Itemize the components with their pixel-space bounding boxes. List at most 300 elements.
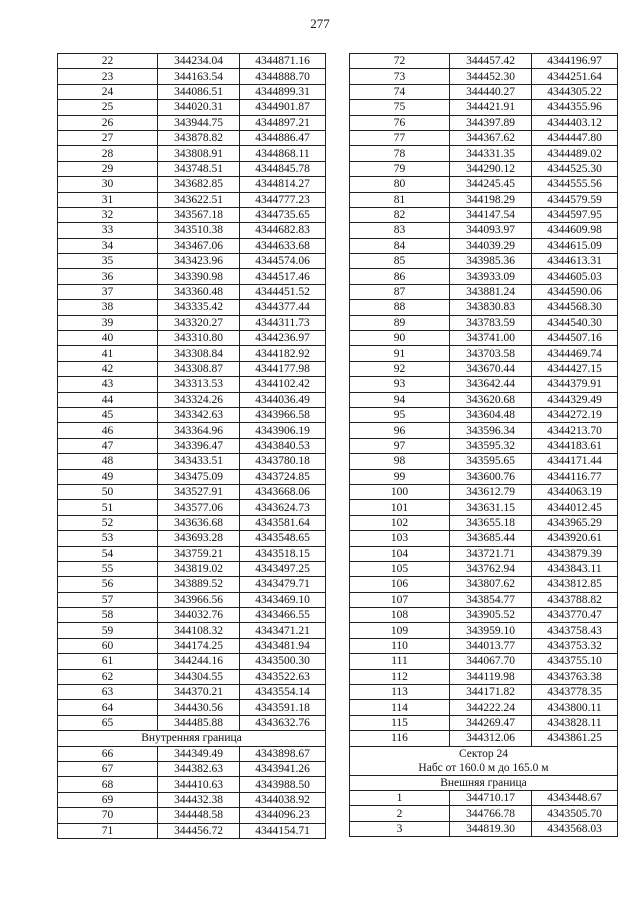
table-row bbox=[58, 223, 326, 238]
point-number-cell: 33 bbox=[58, 223, 158, 238]
table-row bbox=[58, 608, 326, 623]
y-coordinate-cell: 4343780.18 bbox=[240, 454, 326, 469]
y-coordinate-cell: 4343466.55 bbox=[240, 608, 326, 623]
point-number-cell: 93 bbox=[350, 377, 450, 392]
point-number-cell: 82 bbox=[350, 207, 450, 222]
point-number-cell: 49 bbox=[58, 469, 158, 484]
table-row bbox=[58, 761, 326, 776]
y-coordinate-cell: 4343861.25 bbox=[532, 731, 618, 746]
x-coordinate-cell: 344432.38 bbox=[158, 792, 240, 807]
x-coordinate-cell: 343830.83 bbox=[450, 300, 532, 315]
point-number-cell: 22 bbox=[58, 54, 158, 69]
point-number-cell: 61 bbox=[58, 654, 158, 669]
y-coordinate-cell: 4344590.06 bbox=[532, 284, 618, 299]
y-coordinate-cell: 4344451.52 bbox=[240, 284, 326, 299]
point-number-cell: 100 bbox=[350, 484, 450, 499]
y-coordinate-cell: 4344735.65 bbox=[240, 207, 326, 222]
y-coordinate-cell: 4344012.45 bbox=[532, 500, 618, 515]
x-coordinate-cell: 343721.71 bbox=[450, 546, 532, 561]
point-number-cell: 83 bbox=[350, 223, 450, 238]
point-number-cell: 32 bbox=[58, 207, 158, 222]
y-coordinate-cell: 4344868.11 bbox=[240, 146, 326, 161]
table-row bbox=[58, 100, 326, 115]
x-coordinate-cell: 344198.29 bbox=[450, 192, 532, 207]
y-coordinate-cell: 4344633.68 bbox=[240, 238, 326, 253]
x-coordinate-cell: 344020.31 bbox=[158, 100, 240, 115]
y-coordinate-cell: 4344517.46 bbox=[240, 269, 326, 284]
table-row bbox=[58, 346, 326, 361]
y-coordinate-cell: 4343724.85 bbox=[240, 469, 326, 484]
y-coordinate-cell: 4344886.47 bbox=[240, 130, 326, 145]
x-coordinate-cell: 343854.77 bbox=[450, 592, 532, 607]
table-row bbox=[350, 407, 618, 422]
table-row bbox=[58, 438, 326, 453]
table-row bbox=[350, 821, 618, 836]
point-number-cell: 26 bbox=[58, 115, 158, 130]
table-row bbox=[58, 808, 326, 823]
table-row bbox=[350, 331, 618, 346]
table-row bbox=[58, 484, 326, 499]
x-coordinate-cell: 344163.54 bbox=[158, 69, 240, 84]
point-number-cell: 81 bbox=[350, 192, 450, 207]
y-coordinate-cell: 4344897.21 bbox=[240, 115, 326, 130]
point-number-cell: 25 bbox=[58, 100, 158, 115]
point-number-cell: 91 bbox=[350, 346, 450, 361]
point-number-cell: 84 bbox=[350, 238, 450, 253]
x-coordinate-cell: 343308.87 bbox=[158, 361, 240, 376]
point-number-cell: 60 bbox=[58, 638, 158, 653]
x-coordinate-cell: 343360.48 bbox=[158, 284, 240, 299]
x-coordinate-cell: 343620.68 bbox=[450, 392, 532, 407]
point-number-cell: 68 bbox=[58, 777, 158, 792]
point-number-cell: 104 bbox=[350, 546, 450, 561]
point-number-cell: 24 bbox=[58, 84, 158, 99]
y-coordinate-cell: 4343941.26 bbox=[240, 761, 326, 776]
x-coordinate-cell: 343807.62 bbox=[450, 577, 532, 592]
table-row bbox=[350, 115, 618, 130]
y-coordinate-cell: 4344489.02 bbox=[532, 146, 618, 161]
point-number-cell: 64 bbox=[58, 700, 158, 715]
x-coordinate-cell: 343335.42 bbox=[158, 300, 240, 315]
x-coordinate-cell: 344244.16 bbox=[158, 654, 240, 669]
table-row bbox=[350, 254, 618, 269]
y-coordinate-cell: 4344177.98 bbox=[240, 361, 326, 376]
x-coordinate-cell: 343622.51 bbox=[158, 192, 240, 207]
x-coordinate-cell: 343878.82 bbox=[158, 130, 240, 145]
x-coordinate-cell: 343642.44 bbox=[450, 377, 532, 392]
table-row bbox=[58, 700, 326, 715]
point-number-cell: 74 bbox=[350, 84, 450, 99]
point-number-cell: 36 bbox=[58, 269, 158, 284]
x-coordinate-cell: 344086.51 bbox=[158, 84, 240, 99]
y-coordinate-cell: 4344525.30 bbox=[532, 161, 618, 176]
point-number-cell: 79 bbox=[350, 161, 450, 176]
point-number-cell: 54 bbox=[58, 546, 158, 561]
point-number-cell: 103 bbox=[350, 531, 450, 546]
y-coordinate-cell: 4343843.11 bbox=[532, 561, 618, 576]
table-row bbox=[350, 423, 618, 438]
x-coordinate-cell: 343320.27 bbox=[158, 315, 240, 330]
x-coordinate-cell: 344382.63 bbox=[158, 761, 240, 776]
table-row bbox=[350, 207, 618, 222]
point-number-cell: 80 bbox=[350, 177, 450, 192]
table-row bbox=[350, 238, 618, 253]
x-coordinate-cell: 344397.89 bbox=[450, 115, 532, 130]
point-number-cell: 52 bbox=[58, 515, 158, 530]
x-coordinate-cell: 344452.30 bbox=[450, 69, 532, 84]
point-number-cell: 78 bbox=[350, 146, 450, 161]
x-coordinate-cell: 343670.44 bbox=[450, 361, 532, 376]
point-number-cell: 102 bbox=[350, 515, 450, 530]
table-row bbox=[350, 438, 618, 453]
point-number-cell: 65 bbox=[58, 715, 158, 730]
point-number-cell: 56 bbox=[58, 577, 158, 592]
point-number-cell: 67 bbox=[58, 761, 158, 776]
table-row bbox=[58, 284, 326, 299]
x-coordinate-cell: 344440.27 bbox=[450, 84, 532, 99]
y-coordinate-cell: 4343778.35 bbox=[532, 685, 618, 700]
y-coordinate-cell: 4343770.47 bbox=[532, 608, 618, 623]
point-number-cell: 116 bbox=[350, 731, 450, 746]
y-coordinate-cell: 4344888.70 bbox=[240, 69, 326, 84]
point-number-cell: 96 bbox=[350, 423, 450, 438]
table-row bbox=[58, 638, 326, 653]
y-coordinate-cell: 4344236.97 bbox=[240, 331, 326, 346]
x-coordinate-cell: 344331.35 bbox=[450, 146, 532, 161]
y-coordinate-cell: 4343591.18 bbox=[240, 700, 326, 715]
y-coordinate-cell: 4343568.03 bbox=[532, 821, 618, 836]
x-coordinate-cell: 343596.34 bbox=[450, 423, 532, 438]
y-coordinate-cell: 4344427.15 bbox=[532, 361, 618, 376]
y-coordinate-cell: 4343965.29 bbox=[532, 515, 618, 530]
point-number-cell: 2 bbox=[350, 806, 450, 821]
table-row bbox=[350, 192, 618, 207]
point-number-cell: 42 bbox=[58, 361, 158, 376]
point-number-cell: 101 bbox=[350, 500, 450, 515]
x-coordinate-cell: 343966.56 bbox=[158, 592, 240, 607]
x-coordinate-cell: 343577.06 bbox=[158, 500, 240, 515]
point-number-cell: 99 bbox=[350, 469, 450, 484]
x-coordinate-cell: 343881.24 bbox=[450, 284, 532, 299]
y-coordinate-cell: 4344899.31 bbox=[240, 84, 326, 99]
x-coordinate-cell: 343959.10 bbox=[450, 623, 532, 638]
point-number-cell: 110 bbox=[350, 638, 450, 653]
table-row bbox=[350, 806, 618, 821]
table-row bbox=[58, 623, 326, 638]
table-row bbox=[350, 177, 618, 192]
point-number-cell: 73 bbox=[350, 69, 450, 84]
x-coordinate-cell: 344456.72 bbox=[158, 823, 240, 838]
y-coordinate-cell: 4344613.31 bbox=[532, 254, 618, 269]
y-coordinate-cell: 4343800.11 bbox=[532, 700, 618, 715]
point-number-cell: 27 bbox=[58, 130, 158, 145]
point-number-cell: 89 bbox=[350, 315, 450, 330]
point-number-cell: 35 bbox=[58, 254, 158, 269]
table-row bbox=[350, 638, 618, 653]
x-coordinate-cell: 343364.96 bbox=[158, 423, 240, 438]
point-number-cell: 108 bbox=[350, 608, 450, 623]
table-row bbox=[58, 669, 326, 684]
table-row bbox=[350, 392, 618, 407]
x-coordinate-cell: 343423.96 bbox=[158, 254, 240, 269]
point-number-cell: 48 bbox=[58, 454, 158, 469]
table-row bbox=[58, 777, 326, 792]
x-coordinate-cell: 343310.80 bbox=[158, 331, 240, 346]
y-coordinate-cell: 4344403.12 bbox=[532, 115, 618, 130]
x-coordinate-cell: 344174.25 bbox=[158, 638, 240, 653]
table-row bbox=[350, 300, 618, 315]
table-row bbox=[58, 592, 326, 607]
table-row bbox=[58, 54, 326, 69]
table-row bbox=[58, 407, 326, 422]
y-coordinate-cell: 4344355.96 bbox=[532, 100, 618, 115]
y-coordinate-cell: 4343632.76 bbox=[240, 715, 326, 730]
x-coordinate-cell: 343475.09 bbox=[158, 469, 240, 484]
point-number-cell: 53 bbox=[58, 531, 158, 546]
x-coordinate-cell: 343604.48 bbox=[450, 407, 532, 422]
sector-heading bbox=[350, 746, 618, 775]
y-coordinate-cell: 4343755.10 bbox=[532, 654, 618, 669]
table-row bbox=[58, 685, 326, 700]
table-row bbox=[350, 100, 618, 115]
x-coordinate-cell: 344269.47 bbox=[450, 715, 532, 730]
table-row bbox=[350, 531, 618, 546]
y-coordinate-cell: 4343624.73 bbox=[240, 500, 326, 515]
y-coordinate-cell: 4344036.49 bbox=[240, 392, 326, 407]
x-coordinate-cell: 343748.51 bbox=[158, 161, 240, 176]
point-number-cell: 44 bbox=[58, 392, 158, 407]
table-row bbox=[350, 623, 618, 638]
y-coordinate-cell: 4344196.97 bbox=[532, 54, 618, 69]
y-coordinate-cell: 4343753.32 bbox=[532, 638, 618, 653]
x-coordinate-cell: 343308.84 bbox=[158, 346, 240, 361]
x-coordinate-cell: 343313.53 bbox=[158, 377, 240, 392]
y-coordinate-cell: 4343497.25 bbox=[240, 561, 326, 576]
table-row bbox=[350, 284, 618, 299]
y-coordinate-cell: 4344311.73 bbox=[240, 315, 326, 330]
x-coordinate-cell: 344370.21 bbox=[158, 685, 240, 700]
point-number-cell: 115 bbox=[350, 715, 450, 730]
point-number-cell: 97 bbox=[350, 438, 450, 453]
point-number-cell: 105 bbox=[350, 561, 450, 576]
y-coordinate-cell: 4344213.70 bbox=[532, 423, 618, 438]
point-number-cell: 109 bbox=[350, 623, 450, 638]
section-header-row bbox=[58, 731, 326, 746]
x-coordinate-cell: 344410.63 bbox=[158, 777, 240, 792]
y-coordinate-cell: 4344605.03 bbox=[532, 269, 618, 284]
table-row bbox=[58, 177, 326, 192]
x-coordinate-cell: 343636.68 bbox=[158, 515, 240, 530]
table-row bbox=[58, 654, 326, 669]
table-row bbox=[58, 546, 326, 561]
x-coordinate-cell: 344304.55 bbox=[158, 669, 240, 684]
table-row bbox=[58, 161, 326, 176]
point-number-cell: 98 bbox=[350, 454, 450, 469]
x-coordinate-cell: 343819.02 bbox=[158, 561, 240, 576]
x-coordinate-cell: 344457.42 bbox=[450, 54, 532, 69]
y-coordinate-cell: 4343554.14 bbox=[240, 685, 326, 700]
y-coordinate-cell: 4343505.70 bbox=[532, 806, 618, 821]
x-coordinate-cell: 344245.45 bbox=[450, 177, 532, 192]
point-number-cell: 106 bbox=[350, 577, 450, 592]
table-row bbox=[350, 54, 618, 69]
y-coordinate-cell: 4343448.67 bbox=[532, 790, 618, 805]
x-coordinate-cell: 343631.15 bbox=[450, 500, 532, 515]
table-row bbox=[350, 500, 618, 515]
y-coordinate-cell: 4344379.91 bbox=[532, 377, 618, 392]
x-coordinate-cell: 344013.77 bbox=[450, 638, 532, 653]
y-coordinate-cell: 4344096.23 bbox=[240, 808, 326, 823]
table-row bbox=[58, 469, 326, 484]
table-row bbox=[58, 130, 326, 145]
y-coordinate-cell: 4343469.10 bbox=[240, 592, 326, 607]
y-coordinate-cell: 4343518.15 bbox=[240, 546, 326, 561]
point-number-cell: 66 bbox=[58, 746, 158, 761]
table-row bbox=[350, 561, 618, 576]
point-number-cell: 112 bbox=[350, 669, 450, 684]
y-coordinate-cell: 4344777.23 bbox=[240, 192, 326, 207]
table-row bbox=[58, 423, 326, 438]
y-coordinate-cell: 4343668.06 bbox=[240, 484, 326, 499]
x-coordinate-cell: 344093.97 bbox=[450, 223, 532, 238]
x-coordinate-cell: 344312.06 bbox=[450, 731, 532, 746]
x-coordinate-cell: 343762.94 bbox=[450, 561, 532, 576]
table-row bbox=[350, 577, 618, 592]
table-row bbox=[350, 346, 618, 361]
y-coordinate-cell: 4344251.64 bbox=[532, 69, 618, 84]
x-coordinate-cell: 343433.51 bbox=[158, 454, 240, 469]
point-number-cell: 70 bbox=[58, 808, 158, 823]
point-number-cell: 92 bbox=[350, 361, 450, 376]
point-number-cell: 1 bbox=[350, 790, 450, 805]
point-number-cell: 90 bbox=[350, 331, 450, 346]
x-coordinate-cell: 343783.59 bbox=[450, 315, 532, 330]
coordinates-table-right bbox=[349, 53, 618, 837]
table-row bbox=[58, 146, 326, 161]
x-coordinate-cell: 343703.58 bbox=[450, 346, 532, 361]
point-number-cell: 111 bbox=[350, 654, 450, 669]
table-row bbox=[58, 454, 326, 469]
table-row bbox=[350, 654, 618, 669]
y-coordinate-cell: 4344814.27 bbox=[240, 177, 326, 192]
table-row bbox=[58, 331, 326, 346]
x-coordinate-cell: 343324.26 bbox=[158, 392, 240, 407]
point-number-cell: 75 bbox=[350, 100, 450, 115]
x-coordinate-cell: 343682.85 bbox=[158, 177, 240, 192]
table-row bbox=[350, 223, 618, 238]
y-coordinate-cell: 4343758.43 bbox=[532, 623, 618, 638]
x-coordinate-cell: 343693.28 bbox=[158, 531, 240, 546]
x-coordinate-cell: 344349.49 bbox=[158, 746, 240, 761]
y-coordinate-cell: 4343788.82 bbox=[532, 592, 618, 607]
y-coordinate-cell: 4343481.94 bbox=[240, 638, 326, 653]
table-row bbox=[58, 361, 326, 376]
x-coordinate-cell: 343390.98 bbox=[158, 269, 240, 284]
point-number-cell: 47 bbox=[58, 438, 158, 453]
x-coordinate-cell: 344067.70 bbox=[450, 654, 532, 669]
table-row bbox=[350, 146, 618, 161]
y-coordinate-cell: 4344901.87 bbox=[240, 100, 326, 115]
x-coordinate-cell: 344039.29 bbox=[450, 238, 532, 253]
x-coordinate-cell: 343595.32 bbox=[450, 438, 532, 453]
y-coordinate-cell: 4343581.64 bbox=[240, 515, 326, 530]
table-row bbox=[350, 731, 618, 746]
point-number-cell: 45 bbox=[58, 407, 158, 422]
y-coordinate-cell: 4344574.06 bbox=[240, 254, 326, 269]
y-coordinate-cell: 4344116.77 bbox=[532, 469, 618, 484]
table-row bbox=[350, 515, 618, 530]
point-number-cell: 55 bbox=[58, 561, 158, 576]
table-row bbox=[350, 69, 618, 84]
table-row bbox=[350, 84, 618, 99]
boundary-heading: Внутренняя граница bbox=[58, 731, 326, 746]
y-coordinate-cell: 4344038.92 bbox=[240, 792, 326, 807]
x-coordinate-cell: 343905.52 bbox=[450, 608, 532, 623]
point-number-cell: 95 bbox=[350, 407, 450, 422]
point-number-cell: 3 bbox=[350, 821, 450, 836]
y-coordinate-cell: 4343479.71 bbox=[240, 577, 326, 592]
table-row bbox=[58, 269, 326, 284]
point-number-cell: 57 bbox=[58, 592, 158, 607]
boundary-heading: Внешняя граница bbox=[350, 775, 618, 790]
x-coordinate-cell: 344119.98 bbox=[450, 669, 532, 684]
x-coordinate-cell: 344430.56 bbox=[158, 700, 240, 715]
y-coordinate-cell: 4344377.44 bbox=[240, 300, 326, 315]
y-coordinate-cell: 4344469.74 bbox=[532, 346, 618, 361]
table-row bbox=[58, 531, 326, 546]
y-coordinate-cell: 4344871.16 bbox=[240, 54, 326, 69]
point-number-cell: 30 bbox=[58, 177, 158, 192]
y-coordinate-cell: 4343966.58 bbox=[240, 407, 326, 422]
table-row bbox=[350, 361, 618, 376]
x-coordinate-cell: 343510.38 bbox=[158, 223, 240, 238]
x-coordinate-cell: 343595.65 bbox=[450, 454, 532, 469]
sector-title: Сектор 24 bbox=[458, 747, 509, 760]
table-row bbox=[350, 377, 618, 392]
sector-height-range: Набс от 160.0 м до 165.0 м bbox=[418, 761, 549, 774]
table-row bbox=[58, 207, 326, 222]
table-row bbox=[58, 715, 326, 730]
y-coordinate-cell: 4343522.63 bbox=[240, 669, 326, 684]
point-number-cell: 85 bbox=[350, 254, 450, 269]
x-coordinate-cell: 343985.36 bbox=[450, 254, 532, 269]
y-coordinate-cell: 4343548.65 bbox=[240, 531, 326, 546]
x-coordinate-cell: 343944.75 bbox=[158, 115, 240, 130]
y-coordinate-cell: 4343920.61 bbox=[532, 531, 618, 546]
table-row bbox=[350, 484, 618, 499]
point-number-cell: 28 bbox=[58, 146, 158, 161]
point-number-cell: 29 bbox=[58, 161, 158, 176]
table-row bbox=[58, 515, 326, 530]
table-row bbox=[350, 700, 618, 715]
table-row bbox=[58, 69, 326, 84]
y-coordinate-cell: 4344615.09 bbox=[532, 238, 618, 253]
y-coordinate-cell: 4344682.83 bbox=[240, 223, 326, 238]
x-coordinate-cell: 344147.54 bbox=[450, 207, 532, 222]
point-number-cell: 114 bbox=[350, 700, 450, 715]
table-row bbox=[58, 254, 326, 269]
y-coordinate-cell: 4344845.78 bbox=[240, 161, 326, 176]
y-coordinate-cell: 4344579.59 bbox=[532, 192, 618, 207]
table-row bbox=[350, 715, 618, 730]
x-coordinate-cell: 343600.76 bbox=[450, 469, 532, 484]
table-row bbox=[58, 315, 326, 330]
y-coordinate-cell: 4344154.71 bbox=[240, 823, 326, 838]
x-coordinate-cell: 343933.09 bbox=[450, 269, 532, 284]
table-row bbox=[350, 161, 618, 176]
point-number-cell: 69 bbox=[58, 792, 158, 807]
table-row bbox=[350, 608, 618, 623]
